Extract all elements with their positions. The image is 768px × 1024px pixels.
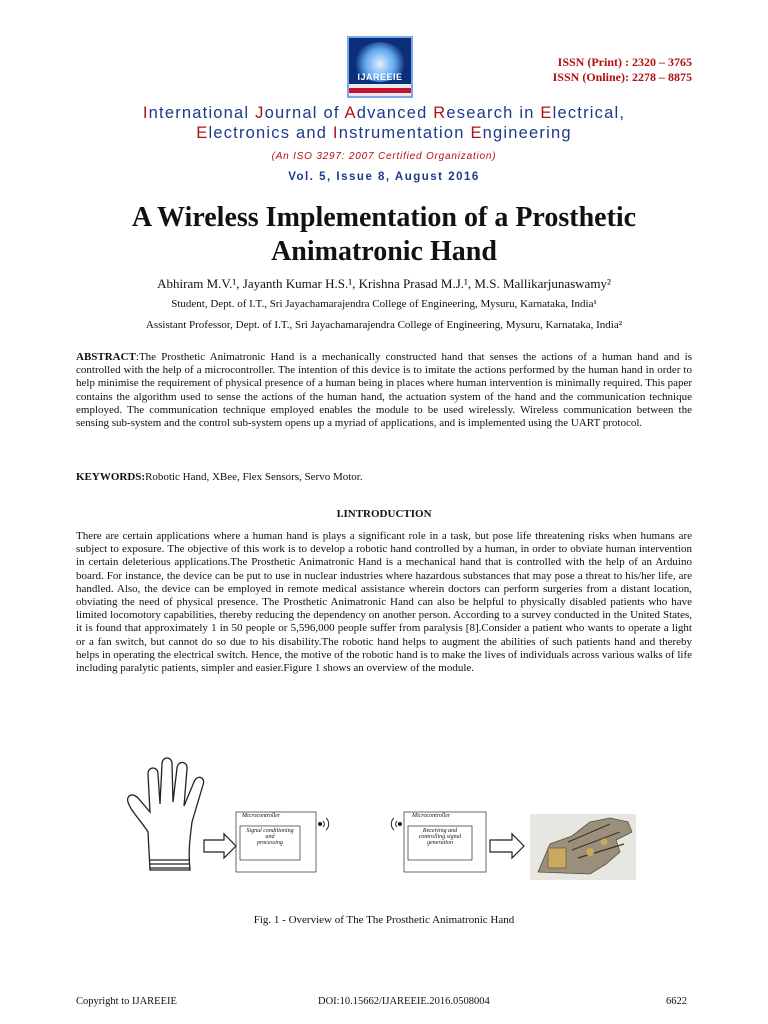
- right-box-text: [408, 828, 472, 846]
- journal-name-line1: International Journal of Advanced Research in Electrical,: [142, 104, 626, 122]
- volume-issue: Vol. 5, Issue 8, August 2016: [288, 171, 480, 183]
- abstract-label: ABSTRACT: [76, 351, 136, 363]
- affiliation-student: Student, Dept. of I.T., Sri Jayachamarajendra College of Engineering, Mysuru, Karnataka, India¹: [171, 298, 597, 310]
- keywords-label: KEYWORDS:: [76, 471, 146, 483]
- arrow-mc-to-hand: [490, 834, 524, 858]
- wifi-receive-icon: [391, 818, 401, 830]
- author-list: Abhiram M.V.¹, Jayanth Kumar H.S.¹, Krishna Prasad M.J.¹, M.S. Mallikarjunaswamy²: [157, 276, 611, 291]
- paper-title-line2: Animatronic Hand: [271, 236, 497, 267]
- figure-diagram: [120, 752, 650, 882]
- journal-logo: [347, 36, 413, 98]
- paper-title-line1: A Wireless Implementation of a Prosthetic: [131, 202, 637, 233]
- issn-online: ISSN (Online): 2278 – 8875: [552, 70, 692, 84]
- logo-red-band: [349, 88, 411, 93]
- left-box-line3: processing: [257, 840, 283, 846]
- abstract-text: :The Prosthetic Animatronic Hand is a mechanically constructed hand that senses the actions of a human hand and is controlled with the help of a microcontroller. The intention of this device is to imitate the actions performed by the human hand in order to help minimise the requirement of physical presence of a human being in places where human intervention is minimally required. This paper contains the algorithm used to sense the actions of the human hand, the actuation system of the hand and the communication technique employed. The communication technique employed enables the module to be used wirelessly. Wireless communication between the sensing sub-system and the control sub-system opens up a myriad of applications, and is implemented using the UART protocol.: [76, 351, 692, 430]
- footer-page-number: 6622: [666, 996, 687, 1007]
- left-box-text: [240, 828, 300, 846]
- right-box-line1: Receiving and: [422, 828, 458, 834]
- wifi-transmit-icon: [318, 818, 328, 830]
- introduction-text: There are certain applications where a human hand is plays a significant role in a task, but pose life threatening risks when humans are subject to exposure. The objective of this work is to develop a robotic hand controlled by a human, in order to obviate human intervention in certain deleterious applications.The Prosthetic Animatronic Hand is a mechanical hand that is controlled with the help of an Arduino board. For instance, the device can be put to use in nuclear industries where hazardous substances that may pose a threat to his/her life, are handled. Also, the device can be employed in remote medical assistance wherein doctors can perform surgeries from a distant location, obviating the need of physical presence. The Prosthetic Animatronic Hand can also be helpful to physically disabled patients who have limited locomotory capabilities, thereby reducing the dependency on another person. According to a survey conducted in the United States, it is found that approximately 1 in 50 people or 5,596,000 people suffer from paralysis [8].Consider a patient who wants to operate a light or a fan switch, but cannot do so due to his disability.The robotic hand helps to augment the abilities of such patients hand and thereby helps in operating the electrical switch. Hence, the motive of the robotic hand is to make the lives of individuals across various walks of life including paralytic patients, simpler and easier.Figure 1 shows an overview of the module.: [76, 530, 692, 675]
- right-box-line3: generation: [427, 840, 453, 846]
- arrow-glove-to-mc: [204, 834, 236, 858]
- journal-name-line2: Electronics and Instrumentation Engineering: [196, 124, 572, 142]
- left-box-line1: Signal conditioning: [246, 828, 294, 834]
- abstract: [76, 351, 692, 430]
- figure-overview: [120, 752, 650, 882]
- right-microcontroller-label: Microcontroller: [412, 813, 451, 819]
- footer-doi: DOI:10.15662/IJAREEIE.2016.0508004: [318, 996, 490, 1007]
- left-microcontroller-label: Microcontroller: [242, 813, 281, 819]
- logo-text: IJAREEIE: [357, 72, 403, 82]
- keywords: [76, 471, 692, 484]
- right-box-line2: controlling signal: [418, 834, 462, 840]
- affiliation-professor: Assistant Professor, Dept. of I.T., Sri Jayachamarajendra College of Engineering, Mysuru, Karnataka, India²: [145, 319, 623, 331]
- certification-note: (An ISO 3297: 2007 Certified Organization): [271, 151, 497, 162]
- keywords-text: Robotic Hand, XBee, Flex Sensors, Servo Motor.: [145, 471, 363, 483]
- issn-print: ISSN (Print) : 2320 – 3765: [557, 55, 692, 69]
- section-heading-introduction: I.INTRODUCTION: [336, 508, 432, 520]
- left-box-line2: and: [265, 834, 275, 840]
- robotic-hand-photo: [530, 814, 636, 880]
- glove-illustration: [128, 758, 204, 870]
- figure-caption: Fig. 1 - Overview of The The Prosthetic Animatronic Hand: [253, 914, 515, 926]
- footer-copyright: Copyright to IJAREEIE: [76, 996, 177, 1007]
